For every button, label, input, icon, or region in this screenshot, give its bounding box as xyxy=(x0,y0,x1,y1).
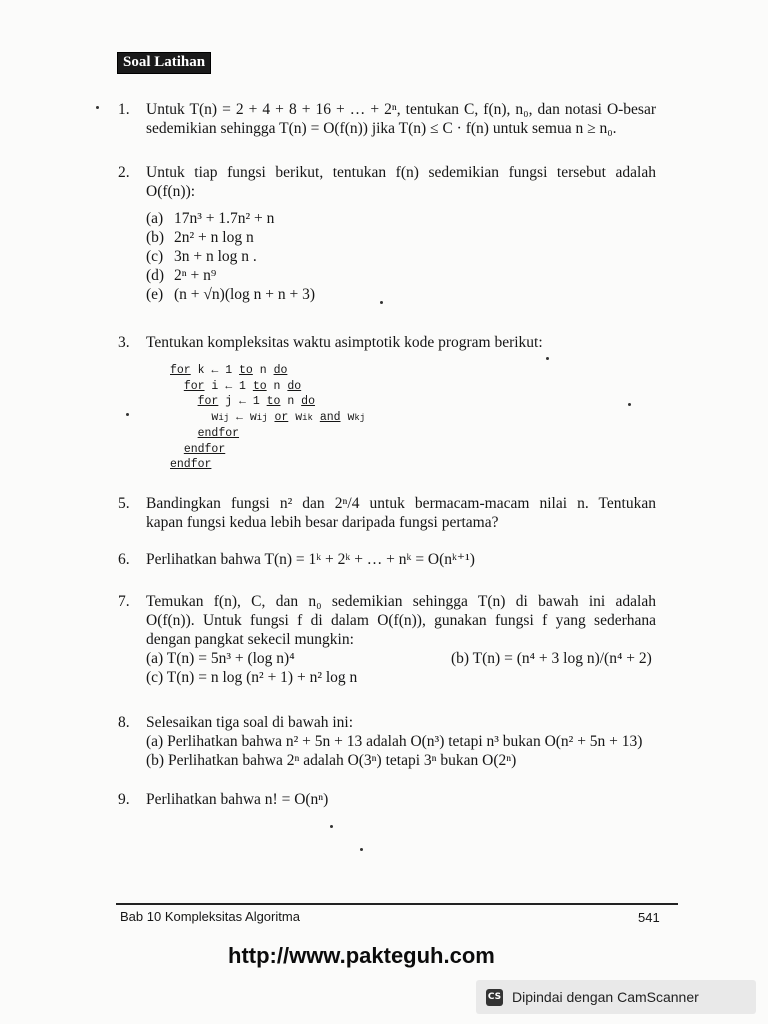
problem-number: 8. xyxy=(118,714,130,731)
code-line xyxy=(170,442,365,458)
code-block xyxy=(170,363,365,473)
option-item xyxy=(146,247,656,266)
scan-speck xyxy=(628,403,631,406)
scan-speck xyxy=(360,848,363,851)
option-a: (a) T(n) = 5n³ + (log n)⁴ xyxy=(146,650,295,667)
problem-text: dengan pangkat sekecil mungkin: xyxy=(146,631,354,648)
problem-text: Untuk T(n) = 2 + 4 + 8 + 16 + … + 2ⁿ, tentukan C, f(n), n₀, dan notasi O-besar xyxy=(146,101,656,118)
keyword-to: to xyxy=(239,364,253,377)
code-line: wij ← wij or wik and wkj xyxy=(211,410,366,424)
option-b: (b) Perlihatkan bahwa 2ⁿ adalah O(3ⁿ) tetapi 3ⁿ bukan O(2ⁿ) xyxy=(146,752,517,769)
page-number: 541 xyxy=(638,910,660,925)
option-c: (c) T(n) = n log (n² + 1) + n² log n xyxy=(146,669,358,686)
problem-text: Untuk tiap fungsi berikut, tentukan f(n) sedemikian fungsi tersebut adalah xyxy=(146,164,656,181)
option-text: (n + √n)(log n + n + 3) xyxy=(174,286,316,303)
code-line xyxy=(170,426,365,442)
footer-divider xyxy=(116,903,678,905)
problem-number: 6. xyxy=(118,551,130,568)
problem-text: Temukan f(n), C, dan n₀ sedemikian sehingga T(n) di bawah ini adalah xyxy=(146,593,656,610)
option-row xyxy=(146,649,656,668)
keyword-and: and xyxy=(319,410,341,424)
keyword-do: do xyxy=(301,395,315,408)
option-item xyxy=(146,209,656,228)
chapter-label: Bab 10 Kompleksitas Algoritma xyxy=(120,909,300,924)
option-text: 17n³ + 1.7n² + n xyxy=(174,210,275,227)
keyword-for: for xyxy=(170,364,191,377)
keyword-endfor: endfor xyxy=(197,427,240,440)
scan-speck xyxy=(330,825,333,828)
keyword-endfor: endfor xyxy=(183,442,226,456)
problem-text: sedemikian sehingga T(n) = O(f(n)) jika T(n) ≤ C · f(n) untuk semua n ≥ n₀. xyxy=(146,120,617,137)
problem-number: 9. xyxy=(118,791,130,808)
scan-speck xyxy=(126,413,129,416)
option-text: 2n² + n log n xyxy=(174,229,254,246)
problem-number: 7. xyxy=(118,593,130,610)
problem-text: Tentukan kompleksitas waktu asimptotik kode program berikut: xyxy=(146,334,543,351)
code-line: for j ← 1 to n do xyxy=(197,395,315,408)
code-line xyxy=(170,457,365,473)
problem-number: 2. xyxy=(118,164,130,181)
option-text: 2ⁿ + n⁹ xyxy=(174,267,217,284)
keyword-for: for xyxy=(197,395,219,408)
option-item xyxy=(146,228,656,247)
option-item xyxy=(146,266,656,285)
problem-text: kapan fungsi kedua lebih besar daripada fungsi pertama? xyxy=(146,514,499,531)
problem-text: Perlihatkan bahwa T(n) = 1ᵏ + 2ᵏ + … + nᵏ = O(nᵏ⁺¹) xyxy=(146,551,475,568)
camscanner-label: Dipindai dengan CamScanner xyxy=(512,989,699,1005)
option-a: (a) Perlihatkan bahwa n² + 5n + 13 adalah O(n³) tetapi n³ bukan O(n² + 5n + 13) xyxy=(146,733,643,750)
code-line: for k ← 1 to n do xyxy=(170,364,288,377)
section-title: Soal Latihan xyxy=(117,52,211,74)
keyword-do: do xyxy=(287,379,302,393)
scan-speck xyxy=(546,357,549,360)
camscanner-watermark xyxy=(476,980,756,1014)
option-text: 3n + n log n . xyxy=(174,248,257,265)
problem-number: 3. xyxy=(118,334,130,351)
problem-number: 5. xyxy=(118,495,130,512)
keyword-to: to xyxy=(266,395,281,408)
option-label: (b) xyxy=(146,229,165,246)
problem-text: O(f(n)). Untuk fungsi f di dalam O(f(n)), gunakan fungsi f yang sederhana xyxy=(146,612,656,629)
keyword-do: do xyxy=(273,364,288,377)
scan-speck xyxy=(380,301,383,304)
problem-text: Selesaikan tiga soal di bawah ini: xyxy=(146,714,354,731)
option-label: (d) xyxy=(146,267,165,284)
problem-text: Bandingkan fungsi n² dan 2ⁿ/4 untuk bermacam-macam nilai n. Tentukan xyxy=(146,495,656,512)
camscanner-icon: CS xyxy=(486,989,503,1006)
keyword-or: or xyxy=(274,410,289,424)
code-line: for i ← 1 to n do xyxy=(183,379,302,393)
problem-number: 1. xyxy=(118,101,130,118)
website-url: http://www.pakteguh.com xyxy=(228,943,495,968)
keyword-for: for xyxy=(183,379,205,393)
keyword-endfor: endfor xyxy=(170,458,212,471)
option-item xyxy=(146,285,656,304)
scan-speck xyxy=(96,106,99,109)
keyword-to: to xyxy=(252,379,267,393)
option-label: (e) xyxy=(146,286,164,303)
option-label: (c) xyxy=(146,248,164,265)
problem-text: O(f(n)): xyxy=(146,183,196,200)
option-label: (a) xyxy=(146,210,164,227)
problem-text: Perlihatkan bahwa n! = O(nⁿ) xyxy=(146,791,329,808)
option-b: (b) T(n) = (n⁴ + 3 log n)/(n⁴ + 2) xyxy=(451,650,652,667)
